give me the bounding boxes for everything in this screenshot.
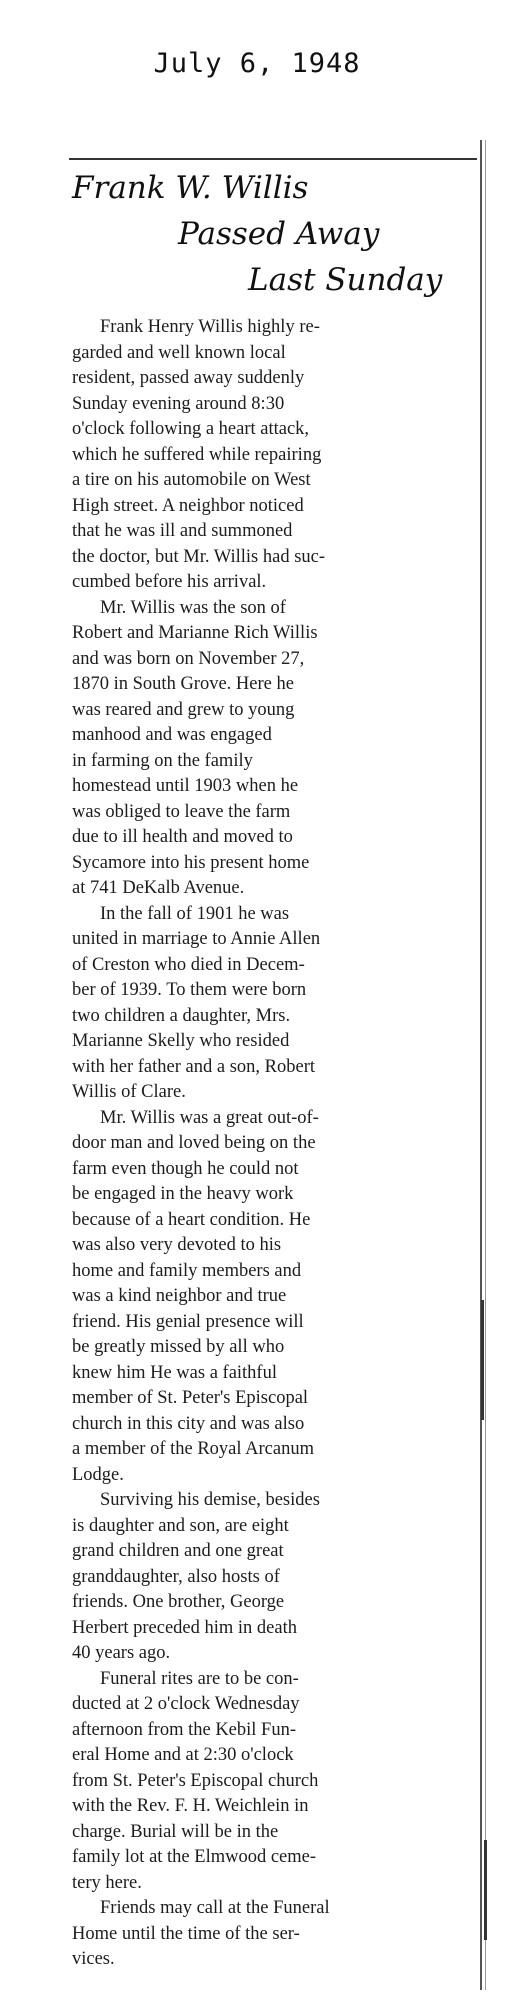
article-line: afternoon from the Kebil Fun- (72, 1719, 296, 1740)
article-line: In the fall of 1901 he was (100, 903, 290, 924)
article-line: eral Home and at 2:30 o'clock (72, 1745, 294, 1765)
article-line: Sycamore into his present home (72, 852, 310, 873)
article-line: be engaged in the heavy work (72, 1184, 294, 1204)
article-line: church in this city and was also (72, 1413, 305, 1434)
article-paragraph (72, 1106, 472, 1489)
article-line: Surviving his demise, besides (100, 1490, 320, 1510)
article-paragraph (72, 596, 472, 902)
article-line: o'clock following a heart attack, (72, 419, 310, 439)
article-body (72, 315, 472, 1973)
article-line: vices. (72, 1949, 115, 1969)
article-paragraph (72, 1896, 472, 1973)
article-line: Willis of Clare. (72, 1082, 186, 1102)
article-line: Home until the time of the ser- (72, 1923, 300, 1944)
article-line: united in marriage to Annie Allen (72, 929, 321, 949)
article-line: be greatly missed by all who (72, 1337, 285, 1357)
date-stamp: July 6, 1948 (153, 48, 361, 79)
article-line: resident, passed away suddenly (72, 368, 305, 388)
article-line: Mr. Willis was a great out-of- (100, 1107, 319, 1128)
article-line: due to ill health and moved to (72, 827, 293, 847)
article-line: Herbert preceded him in death (72, 1617, 297, 1638)
article-paragraph (72, 1488, 472, 1667)
margin-mark (481, 1300, 484, 1420)
article-line: charge. Burial will be in the (72, 1821, 279, 1842)
article-line: family lot at the Elmwood ceme- (72, 1847, 317, 1867)
article-line: which he suffered while repairing (72, 444, 322, 465)
article-line: Robert and Marianne Rich Willis (72, 623, 318, 643)
headline-line-2: Passed Away (178, 216, 380, 252)
article-line: at 741 DeKalb Avenue. (72, 878, 245, 898)
article-line: granddaughter, also hosts of (72, 1566, 280, 1587)
article-line: of Creston who died in Decem- (72, 954, 305, 975)
article-line: from St. Peter's Episcopal church (72, 1770, 319, 1791)
article-line: ducted at 2 o'clock Wednesday (72, 1694, 300, 1714)
margin-mark (484, 1840, 487, 1940)
article-line: High street. A neighbor noticed (72, 495, 304, 516)
article-line: home and family members and (72, 1260, 302, 1281)
article-line: Sunday evening around 8:30 (72, 393, 285, 414)
article-line: Lodge. (72, 1464, 124, 1485)
article-line: was obliged to leave the farm (72, 801, 291, 822)
article-line: 1870 in South Grove. Here he (72, 674, 294, 694)
article-line: friend. His genial presence will (72, 1311, 304, 1332)
article-line: door man and loved being on the (72, 1133, 316, 1153)
article-line: with her father and a son, Robert (72, 1056, 315, 1077)
newspaper-clipping (58, 140, 482, 1990)
article-line: the doctor, but Mr. Willis had suc- (72, 546, 326, 567)
headline-line-3: Last Sunday (248, 262, 443, 298)
article-line: garded and well known local (72, 342, 286, 363)
article-line: because of a heart condition. He (72, 1209, 311, 1230)
article-line: was also very devoted to his (72, 1235, 282, 1255)
article-line: was reared and grew to young (72, 699, 295, 720)
article-line: Marianne Skelly who resided (72, 1031, 290, 1051)
article-line: friends. One brother, George (72, 1592, 285, 1612)
article-line: with the Rev. F. H. Weichlein in (72, 1796, 309, 1816)
article-line: a member of the Royal Arcanum (72, 1439, 314, 1459)
article-line: 40 years ago. (72, 1643, 171, 1663)
article-line: a tire on his automobile on West (72, 470, 311, 490)
article-line: Mr. Willis was the son of (100, 597, 286, 618)
article-line: that he was ill and summoned (72, 521, 293, 541)
article-line: cumbed before his arrival. (72, 572, 267, 592)
article-line: Funeral rites are to be con- (100, 1668, 299, 1689)
article-line: is daughter and son, are eight (72, 1515, 289, 1536)
article-line: homestead until 1903 when he (72, 776, 299, 796)
article-line: knew him He was a faithful (72, 1362, 277, 1383)
article-line: Friends may call at the Funeral (100, 1898, 330, 1918)
article-line: two children a daughter, Mrs. (72, 1005, 291, 1026)
article-line: in farming on the family (72, 750, 253, 771)
article-line: was a kind neighbor and true (72, 1286, 287, 1306)
article-line: farm even though he could not (72, 1158, 299, 1179)
article-line: member of St. Peter's Episcopal (72, 1388, 309, 1408)
article-line: Frank Henry Willis highly re- (100, 317, 320, 337)
article-line: manhood and was engaged (72, 725, 272, 745)
article-paragraph (72, 315, 472, 596)
article-paragraph (72, 1667, 472, 1897)
article-line: and was born on November 27, (72, 648, 305, 669)
article-line: tery here. (72, 1872, 142, 1893)
headline-line-1: Frank W. Willis (72, 170, 309, 206)
article-paragraph (72, 902, 472, 1106)
article-line: grand children and one great (72, 1541, 284, 1561)
article-line: ber of 1939. To them were born (72, 980, 307, 1000)
